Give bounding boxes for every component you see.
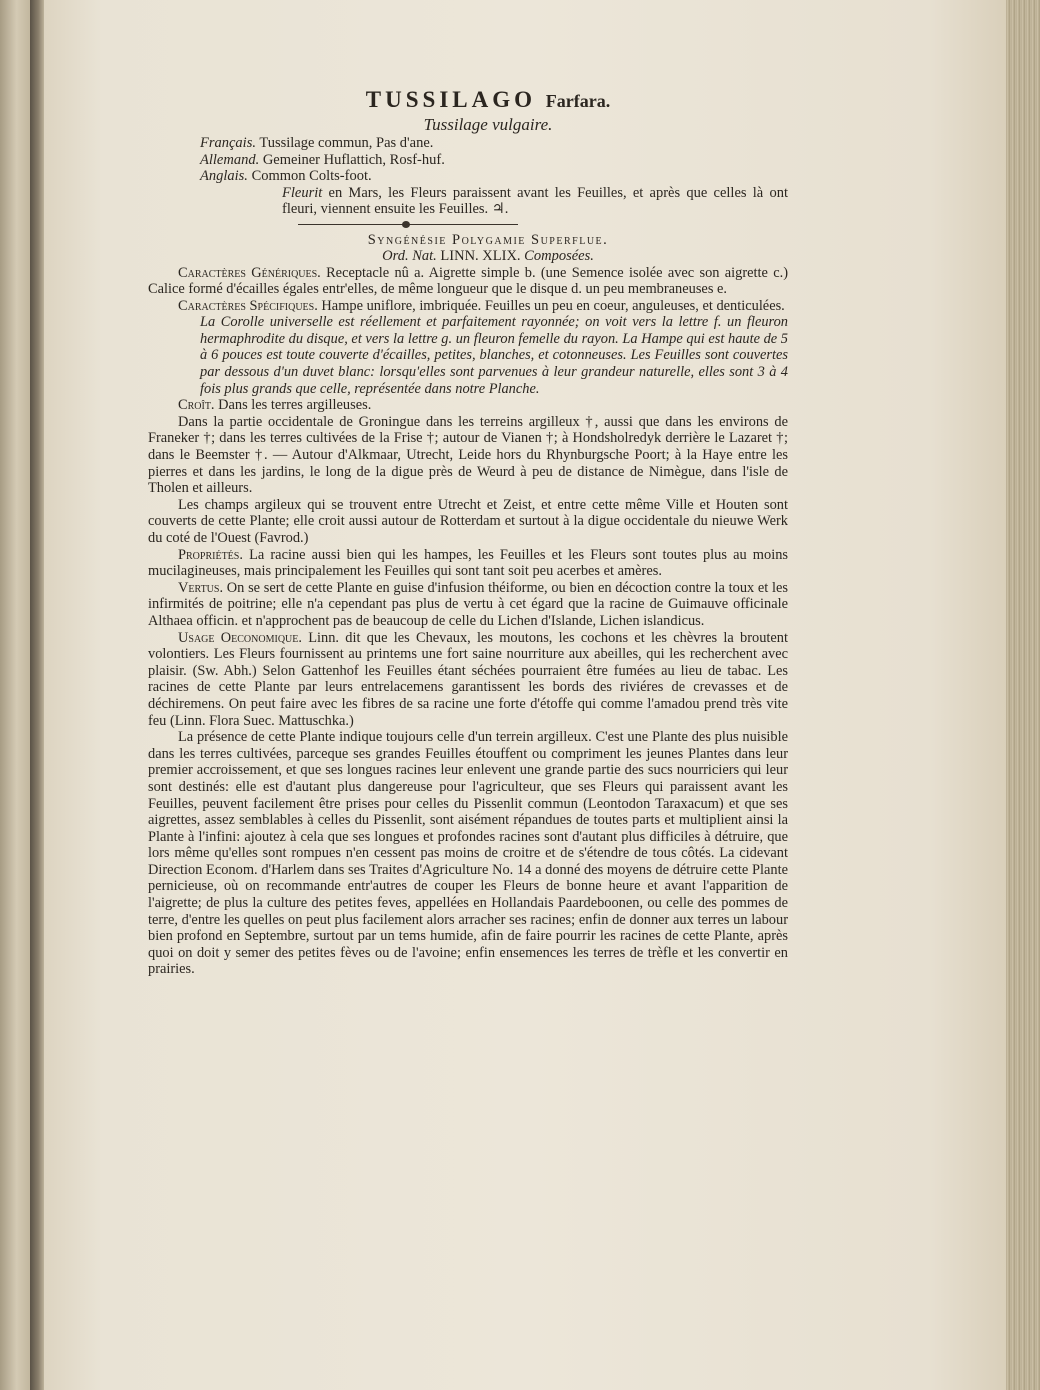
fields-paragraph: Les champs argileux qui se trouvent entre Utrecht et Zeist, et entre cette même Ville et Houten sont couverts de cette Plante; elle croit aussi autour de Rotterdam et surtout à la digue occidentale du nieuwe Werk du coté de l'Ouest (Favrod.) bbox=[148, 496, 788, 546]
vertus-label: Vertus. bbox=[178, 579, 224, 596]
label-french: Français. bbox=[200, 135, 256, 151]
flowering-label: Fleurit bbox=[282, 184, 323, 201]
family-name: Composées. bbox=[524, 248, 594, 264]
generic-characters bbox=[148, 265, 788, 298]
description-note: La Corolle universelle est réellement et parfaitement rayonnée; on voit vers la lettre f. un fleuron hermaphrodite du disque, et vers la lettre g. un fleuron femelle du rayon. La Hampe qui est haute de 5 à 6 pouces est toute couverte d'écailles, petites, blanches, et cotonneuses. Les Feuilles sont couvertes par dessous d'un duvet blanc: lorsqu'elles sont parvenues à leur grandeur naturelle, elles sont 3 à 4 fois plus grands que celle, représentée dans notre Planche. bbox=[200, 314, 788, 397]
name-french bbox=[200, 135, 788, 152]
ord-label: Ord. Nat. bbox=[382, 248, 437, 264]
croit-label: Croît. bbox=[178, 397, 215, 414]
ornament-rule bbox=[298, 220, 518, 230]
genus-name: TUSSILAGO bbox=[365, 87, 536, 112]
vertus-text: On se sert de cette Plante en guise d'infusion théiforme, ou bien en décoction contre la toux et les infirmités de poitrine; elle n'a cependant pas plus de vertu à cet égard que la racine de Guimauve officinale Althaea officin. et n'approchent pas de beaucoup de celle du Lichen d'Islande, Lichen islandicus. bbox=[148, 579, 788, 629]
habitat bbox=[148, 397, 788, 414]
generic-text: Receptacle nû a. Aigrette simple b. (une Semence isolée avec son aigrette c.) Calice formé d'écailles égales entr'elles, de même longueur que le disque d. un peu membraneuses e. bbox=[148, 264, 788, 298]
flowering-note bbox=[282, 185, 788, 218]
page-title bbox=[188, 86, 788, 115]
common-names bbox=[200, 135, 788, 185]
virtues-paragraph bbox=[148, 580, 788, 630]
page-text bbox=[148, 86, 788, 978]
book-gutter bbox=[30, 0, 44, 1390]
usage-label: Usage Oeconomique. bbox=[178, 629, 302, 646]
text-english: Common Colts-foot. bbox=[247, 168, 372, 184]
locations-paragraph: Dans la partie occidentale de Groningue dans les terreins argilleux †, aussi que dans les environs de Franeker †; dans les terres cultivées de la Frise †; autour de Vianen †; à Hondsholredyk derrière le Lazaret †; dans le Beemster †. — Autour d'Alkmaar, Utrecht, Leide hors du Rhynburgsche Poort; à la Haye entre les pierres et dans les jardins, le long de la digue près de Weurd à peu de distance de Nimègue, dans l'isle de Tholen et ailleurs. bbox=[148, 413, 788, 497]
economic-use-paragraph bbox=[148, 630, 788, 730]
vernacular-name: Tussilage vulgaire. bbox=[423, 115, 553, 134]
label-german: Allemand. bbox=[200, 151, 260, 168]
name-english bbox=[200, 168, 788, 185]
croit-text: Dans les terres argilleuses. bbox=[214, 397, 372, 414]
proprietes-label: Propriétés. bbox=[178, 546, 243, 563]
page-fore-edge bbox=[1006, 0, 1040, 1390]
proprietes-text: La racine aussi bien qui les hampes, les Feuilles et les Fleurs sont toutes plus au moins mucilagineuses, mais principalement les Feuilles qui sont tant soit peu acerbes et amères. bbox=[148, 546, 788, 580]
text-german: Gemeiner Huflattich, Rosf-huf. bbox=[259, 151, 445, 168]
label-english: Anglais. bbox=[200, 168, 248, 184]
natural-order bbox=[188, 248, 788, 265]
generic-label: Caractères Génériques. bbox=[178, 264, 321, 281]
specific-text: Hampe uniflore, imbriquée. Feuilles un peu en coeur, anguleuses, et denticulées. bbox=[317, 297, 785, 314]
name-german bbox=[200, 152, 788, 169]
ord-text: LINN. XLIX. bbox=[436, 248, 525, 264]
species-name: Farfara. bbox=[545, 91, 611, 111]
properties-paragraph bbox=[148, 547, 788, 580]
flowering-text: en Mars, les Fleurs paraissent avant les Feuilles, et après que celles là ont fleuri, viennent ensuite les Feuilles. ♃. bbox=[282, 184, 788, 217]
linnaean-class: Syngénésie Polygamie Superflue. bbox=[367, 231, 609, 248]
presence-paragraph: La présence de cette Plante indique toujours celle d'un terrein argilleux. C'est une Plante des plus nuisible dans les terres cultivées, parceque ses grandes Feuilles étouffent ou compriment les jeunes Plantes dans leur premier accroissement, et que ses longues racines leur enlevent une grande partie des sucs nourriciers qui leur sont destinés: elle est d'autant plus dangereuse pour l'agriculteur, que ses Fleurs qui paraissent avant les Feuilles, peuvent facilement être prises pour celles du Pissenlit commun (Leontodon Taraxacum) et que ses aigrettes, assez semblables à celles du Pissenlit, sont aisément répandues de toutes parts et multiplient ainsi la Plante à l'infini: ajoutez à cela que ses longues et profondes racines sont d'autant plus difficiles à détruire, que lors même qu'elles sont rompues n'en cessent pas moins de croitre et de s'étendre de tous côtés. La cidevant Direction Econom. d'Harlem dans ses Traites d'Agriculture No. 14 a donné des moyens de détruire cette Plante pernicieuse, où on recommande entr'autres de couper les Fleurs de bonne heure et avant l'apparition de l'aigrette; de plus la culture des petites feves, appellées en Hollandais Paardeboonen, ou celle des pommes de terre, d'entre les quelles on peut plus facilement alors arracher ses racines; enfin de donner aux terres un labour bien profond en Septembre, surtout par un tems humide, afin de faire pourrir les racines de cette Plante, après quoi on doit y semer des petites fèves ou de l'avoine; enfin ensemences les terres de trèfle et les convertir en prairies. bbox=[148, 729, 788, 978]
specific-label: Caractères Spécifiques. bbox=[178, 297, 318, 314]
usage-text: Linn. dit que les Chevaux, les moutons, les cochons et les chèvres la broutent volontiers. Les Fleurs fournissent au printems une fort saine nourriture aux abeilles, qui les recherchent avec plaisir. (Sw. Abh.) Selon Gattenhof les Feuilles étant séchées pourraient être fumées au lieu de tabac. Les racines de cette Plante par leurs entrelacemens garantissent les bords des riviéres de crevasses et de déchiremens. On peut faire avec les fibres de sa racine une forte d'étoffe qui comme l'amadou prend très vite feu (Linn. Flora Suec. Mattuschka.) bbox=[148, 629, 788, 729]
left-page-edge bbox=[0, 0, 30, 1390]
text-french: Tussilage commun, Pas d'ane. bbox=[255, 135, 434, 151]
specific-characters bbox=[148, 298, 788, 315]
